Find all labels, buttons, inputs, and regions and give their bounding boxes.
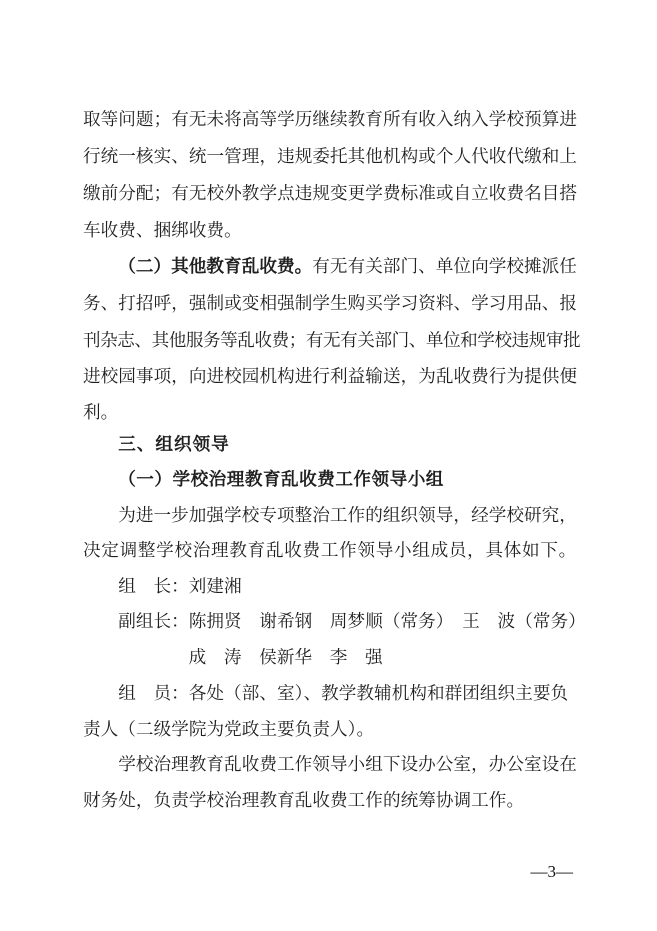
text-line: 行统一核实、统一管理，违规委托其他机构或个人代收代缴和上 xyxy=(83,146,578,166)
line-lead-bold: （二）其他教育乱收费。 xyxy=(118,256,313,276)
text-line: 取等问题；有无未将高等学历继续教育所有收入纳入学校预算进 xyxy=(83,109,578,129)
page-number: —3— xyxy=(530,862,573,881)
text-line: 刊杂志、其他服务等乱收费；有无有关部门、单位和学校违规审批 xyxy=(83,330,581,350)
text-line: 组 长：刘建湘 xyxy=(118,576,242,596)
text-line: 缴前分配；有无校外教学点违规变更学费标准或自立收费名目搭 xyxy=(83,183,578,203)
text-line: 成 涛 侯新华 李 强 xyxy=(188,647,383,667)
text-line: 车收费、捆绑收费。 xyxy=(83,220,242,240)
text-line: 组 员：各处（部、室）、教学教辅机构和群团组织主要负 xyxy=(118,683,569,703)
text-line: 利。 xyxy=(83,402,119,422)
line-text: 有无有关部门、单位向学校摊派任 xyxy=(312,256,577,276)
text-line: （一）学校治理教育乱收费工作领导小组 xyxy=(118,469,444,489)
text-line xyxy=(118,255,618,277)
text-line: 财务处，负责学校治理教育乱收费工作的统筹协调工作。 xyxy=(83,790,525,810)
text-line: 副组长：陈拥贤 谢希钢 周梦顺（常务） 王 波（常务） xyxy=(118,611,586,631)
text-line: 决定调整学校治理教育乱收费工作领导小组成员，具体如下。 xyxy=(83,540,577,560)
text-line: 为进一步加强学校专项整治工作的组织领导，经学校研究， xyxy=(118,505,577,525)
text-line: 进校园事项，向进校园机构进行利益输送，为乱收费行为提供便 xyxy=(83,366,578,386)
text-line: 三、组织领导 xyxy=(118,434,230,454)
text-line: 务、打招呼，强制或变相强制学生购买学习资料、学习用品、报 xyxy=(83,293,578,313)
text-line: 责人（二级学院为党政主要负责人）。 xyxy=(83,719,375,739)
text-line: 学校治理教育乱收费工作领导小组下设办公室，办公室设在 xyxy=(118,754,577,774)
